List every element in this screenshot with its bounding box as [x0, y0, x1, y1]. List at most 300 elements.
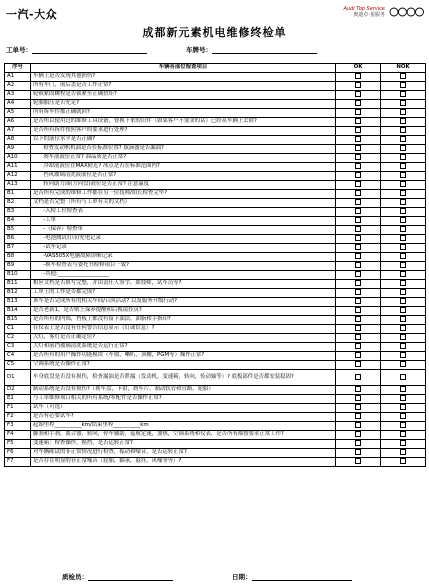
service-brand: [344, 6, 385, 18]
ok-cell: [336, 82, 381, 91]
table-row: [5, 91, 426, 100]
inspector-field: [62, 572, 173, 581]
nok-checkbox[interactable]: [400, 431, 406, 437]
ok-checkbox[interactable]: [355, 91, 361, 97]
nok-checkbox[interactable]: [400, 181, 406, 187]
ok-checkbox[interactable]: [355, 449, 361, 455]
ok-checkbox[interactable]: [355, 154, 361, 160]
nok-checkbox[interactable]: [400, 118, 406, 124]
inspector-label: 质检员：: [62, 573, 88, 581]
date-input[interactable]: [252, 574, 352, 581]
table-row: [5, 217, 426, 226]
row-number: B3: [5, 208, 31, 217]
nok-cell: [381, 136, 426, 145]
ok-cell: [336, 395, 381, 404]
ok-checkbox[interactable]: [355, 190, 361, 196]
row-number: C1: [5, 325, 31, 334]
nok-cell: [381, 235, 426, 244]
nok-cell: [381, 334, 426, 343]
table-row: [5, 334, 426, 343]
ok-checkbox[interactable]: [355, 325, 361, 331]
ok-checkbox[interactable]: [355, 431, 361, 437]
table-row: [5, 298, 426, 307]
nok-checkbox[interactable]: [400, 352, 406, 358]
nok-checkbox[interactable]: [400, 316, 406, 322]
row-number: F6: [5, 449, 31, 458]
table-row: [5, 271, 426, 280]
row-number: B2: [5, 199, 31, 208]
nok-cell: [381, 181, 426, 190]
ok-checkbox[interactable]: [355, 109, 361, 115]
row-number: B13: [5, 298, 31, 307]
date-field: [232, 572, 352, 581]
nok-cell: [381, 109, 426, 118]
nok-cell: [381, 262, 426, 271]
row-number: B11: [5, 280, 31, 289]
nok-cell: [381, 154, 426, 163]
nok-checkbox[interactable]: [400, 235, 406, 241]
nok-checkbox[interactable]: [400, 226, 406, 232]
ok-checkbox[interactable]: [355, 280, 361, 286]
nok-checkbox[interactable]: [400, 208, 406, 214]
ok-cell: [336, 413, 381, 422]
col-header-no: 序号: [5, 64, 31, 73]
table-row: [5, 386, 426, 395]
ok-cell: [336, 334, 381, 343]
ok-checkbox[interactable]: [355, 334, 361, 340]
nok-checkbox[interactable]: [400, 343, 406, 349]
nok-checkbox[interactable]: [400, 395, 406, 401]
ok-cell: [336, 136, 381, 145]
row-item-text: 大灯和前挡玻璃清洗系统是否运行正常?: [31, 343, 336, 352]
ok-checkbox[interactable]: [355, 217, 361, 223]
row-item-text: -入检工位检查表: [31, 208, 336, 217]
ok-cell: [336, 127, 381, 136]
nok-checkbox[interactable]: [400, 91, 406, 97]
nok-checkbox[interactable]: [400, 82, 406, 88]
ok-cell: [336, 352, 381, 361]
table-row: [5, 145, 426, 154]
col-header-nok: NOK: [381, 64, 426, 73]
table-row: [5, 413, 426, 422]
ok-checkbox[interactable]: [355, 395, 361, 401]
ok-cell: [336, 440, 381, 449]
row-number: F7: [5, 458, 31, 467]
nok-checkbox[interactable]: [400, 109, 406, 115]
ok-cell: [336, 172, 381, 181]
table-row: [5, 440, 426, 449]
nok-cell: [381, 100, 426, 109]
table-row: [5, 82, 426, 91]
row-item-text: 该车是否完成所有的相关车间/召回活动? 以及服务升级行动?: [31, 298, 336, 307]
ok-cell: [336, 226, 381, 235]
nok-checkbox[interactable]: [400, 145, 406, 151]
nok-checkbox[interactable]: [400, 262, 406, 268]
row-number: A10: [5, 154, 31, 163]
row-item-text: 试车（可选）: [31, 404, 336, 413]
nok-checkbox[interactable]: [400, 136, 406, 142]
table-row: [5, 100, 426, 109]
nok-checkbox[interactable]: [400, 199, 406, 205]
row-item-text: -其他:___________________: [31, 271, 336, 280]
table-row: [5, 244, 426, 253]
row-item-text: 以下的液位水平是否正确?: [31, 136, 336, 145]
ok-checkbox[interactable]: [355, 73, 361, 79]
row-item-text: 是否存在明显的非正常噪音（轮胎，轴承，悬挂，风噪等等）?: [31, 458, 336, 467]
row-number: A8: [5, 136, 31, 145]
table-row: [5, 307, 426, 316]
nok-checkbox[interactable]: [400, 386, 406, 392]
row-number: B1: [5, 190, 31, 199]
ok-checkbox[interactable]: [355, 262, 361, 268]
ok-checkbox[interactable]: [355, 127, 361, 133]
row-item-text: 是否有必要试车?: [31, 413, 336, 422]
ok-checkbox[interactable]: [355, 100, 361, 106]
nok-checkbox[interactable]: [400, 172, 406, 178]
col-header-ok: OK: [336, 64, 381, 73]
table-row: [5, 253, 426, 262]
table-row: [5, 289, 426, 298]
nok-cell: [381, 208, 426, 217]
nok-cell: [381, 298, 426, 307]
work-order-label: 工单号：: [6, 46, 32, 54]
nok-cell: [381, 343, 426, 352]
table-row: [5, 325, 426, 334]
ok-cell: [336, 109, 381, 118]
nok-checkbox[interactable]: [400, 307, 406, 313]
nok-checkbox[interactable]: [400, 449, 406, 455]
ok-checkbox[interactable]: [355, 440, 361, 446]
row-number: F5: [5, 440, 31, 449]
header-bar: [0, 0, 429, 22]
table-row: [5, 458, 426, 467]
ok-checkbox[interactable]: [355, 118, 361, 124]
nok-checkbox[interactable]: [400, 127, 406, 133]
nok-cell: [381, 280, 426, 289]
nok-checkbox[interactable]: [400, 334, 406, 340]
ok-checkbox[interactable]: [355, 136, 361, 142]
row-number: F4: [5, 431, 31, 440]
nok-checkbox[interactable]: [400, 361, 406, 367]
ok-cell: [336, 262, 381, 271]
inspector-input[interactable]: [88, 574, 173, 581]
table-row: [5, 118, 426, 127]
row-item-text: 是否所以使用过的维修工具设备，替换下来的旧件（如果客户不要求的话）已经从车辆上去除?: [31, 118, 336, 127]
service-brand-line2: 奥迪卓·悦服务: [353, 12, 385, 18]
nok-cell: [381, 172, 426, 181]
ok-checkbox[interactable]: [355, 343, 361, 349]
work-order-input[interactable]: [32, 47, 147, 54]
row-number: C3: [5, 343, 31, 352]
row-item-text: 是否所有的内饰，挡板上都没有留下油渍，油脂和手指印?: [31, 316, 336, 325]
nok-cell: [381, 395, 426, 404]
row-item-text: 检查发动机机油是否在标准位置? 拔滴器是否漏油?: [31, 145, 336, 154]
nok-cell: [381, 163, 426, 172]
row-number: B4: [5, 217, 31, 226]
nok-cell: [381, 217, 426, 226]
nok-cell: [381, 289, 426, 298]
page-title: 成都新元素机电维修终检单: [142, 26, 287, 39]
ok-cell: [336, 118, 381, 127]
row-item-text: 起始里程__________km/结束里程__________km: [31, 422, 336, 431]
ok-checkbox[interactable]: [355, 244, 361, 250]
table-row: [5, 395, 426, 404]
nok-cell: [381, 386, 426, 395]
ok-cell: [336, 280, 381, 289]
row-number: A5: [5, 109, 31, 118]
row-number: C4: [5, 352, 31, 361]
ok-cell: [336, 199, 381, 208]
table-body: [5, 73, 426, 467]
ok-checkbox[interactable]: [355, 458, 361, 464]
ok-checkbox[interactable]: [355, 413, 361, 419]
table-row: [5, 431, 426, 440]
row-number: B15: [5, 316, 31, 325]
ok-checkbox[interactable]: [355, 361, 361, 367]
ok-checkbox[interactable]: [355, 163, 361, 169]
table-row: [5, 163, 426, 172]
nok-cell: [381, 413, 426, 422]
nok-cell: [381, 145, 426, 154]
nok-checkbox[interactable]: [400, 289, 406, 295]
table-row: [5, 181, 426, 190]
ok-cell: [336, 145, 381, 154]
row-number: F1: [5, 404, 31, 413]
table-row: [5, 226, 426, 235]
row-item-text: 车身底盘是否没有损伤，检查漏油是否泄漏（发动机，变速箱，转向，传动轴等）? 底板部件是否都安装稳固?: [31, 370, 336, 386]
row-item-text: 变速箱：检查操作，换挡，是否运转正常?: [31, 440, 336, 449]
row-item-text: 在仪表上是否没有任何警告信息显示（灯或信息）?: [31, 325, 336, 334]
nok-cell: [381, 316, 426, 325]
ok-cell: [336, 271, 381, 280]
ok-checkbox[interactable]: [355, 172, 361, 178]
audi-rings-icon: [389, 7, 425, 17]
table-row: [5, 404, 426, 413]
nok-cell: [381, 422, 426, 431]
row-item-text: 刹车液液位正常? 油品质是否正常?: [31, 154, 336, 163]
row-number: A7: [5, 127, 31, 136]
ok-cell: [336, 343, 381, 352]
service-brand-line1: Audi Top Service: [343, 6, 385, 12]
ok-checkbox[interactable]: [355, 253, 361, 259]
ok-cell: [336, 163, 381, 172]
ok-checkbox[interactable]: [355, 235, 361, 241]
row-number: A11: [5, 163, 31, 172]
table-row: [5, 449, 426, 458]
ok-cell: [336, 154, 381, 163]
row-number: B10: [5, 271, 31, 280]
nok-checkbox[interactable]: [400, 100, 406, 106]
row-number: D1: [5, 370, 31, 386]
row-item-text: 制动系统是否没有损伤?（刹车盘，卡钳，刹车片，制动软管和管路，轮胎）: [31, 386, 336, 395]
row-number: B5: [5, 226, 31, 235]
row-item-text: 所有车门，前后盖是否工作正常?: [31, 82, 336, 91]
date-label: 日期：: [232, 573, 252, 581]
table-row: [5, 154, 426, 163]
ok-checkbox[interactable]: [355, 298, 361, 304]
row-item-text: 相应文档是否填写完整，并由责任人签字，如技师，试车员等?: [31, 280, 336, 289]
ok-checkbox[interactable]: [355, 422, 361, 428]
ok-cell: [336, 325, 381, 334]
table-row: [5, 136, 426, 145]
ok-checkbox[interactable]: [355, 181, 361, 187]
row-number: B7: [5, 244, 31, 253]
row-number: B9: [5, 262, 31, 271]
plate-input[interactable]: [212, 47, 317, 54]
ok-cell: [336, 458, 381, 467]
row-number: B14: [5, 307, 31, 316]
ok-checkbox[interactable]: [355, 374, 361, 380]
ok-checkbox[interactable]: [355, 307, 361, 313]
row-number: A13: [5, 181, 31, 190]
row-number: A6: [5, 118, 31, 127]
row-number: B6: [5, 235, 31, 244]
nok-checkbox[interactable]: [400, 422, 406, 428]
ok-cell: [336, 235, 381, 244]
col-header-item: 车辆各部位检查项目: [31, 64, 336, 73]
nok-cell: [381, 244, 426, 253]
ok-checkbox[interactable]: [355, 226, 361, 232]
table-row: [5, 262, 426, 271]
ok-checkbox[interactable]: [355, 271, 361, 277]
row-item-text: 与工单维修项目相关的所有系统/零配件是否操作正常?: [31, 395, 336, 404]
nok-cell: [381, 73, 426, 82]
ok-checkbox[interactable]: [355, 316, 361, 322]
nok-cell: [381, 404, 426, 413]
table-row: [5, 280, 426, 289]
ok-cell: [336, 190, 381, 199]
row-number: D2: [5, 386, 31, 395]
table-row: [5, 73, 426, 82]
nok-checkbox[interactable]: [400, 244, 406, 250]
row-item-text: 所有拆车件都正确就回?: [31, 109, 336, 118]
table-row: [5, 199, 426, 208]
nok-checkbox[interactable]: [400, 253, 406, 259]
nok-checkbox[interactable]: [400, 73, 406, 79]
row-number: A3: [5, 91, 31, 100]
row-number: B8: [5, 253, 31, 262]
table-row: [5, 352, 426, 361]
nok-checkbox[interactable]: [400, 154, 406, 160]
row-item-text: 是否所有拆件按照客户的要求进行处理?: [31, 127, 336, 136]
table-row: [5, 343, 426, 352]
ok-cell: [336, 404, 381, 413]
nok-cell: [381, 307, 426, 316]
nok-cell: [381, 431, 426, 440]
nok-checkbox[interactable]: [400, 458, 406, 464]
ok-cell: [336, 386, 381, 395]
row-number: A1: [5, 73, 31, 82]
nok-cell: [381, 352, 426, 361]
ok-checkbox[interactable]: [355, 352, 361, 358]
nok-checkbox[interactable]: [400, 190, 406, 196]
row-item-text: 文档是否完整（所有与工单有关的文档）: [31, 199, 336, 208]
table-row: [5, 370, 426, 386]
nok-checkbox[interactable]: [400, 298, 406, 304]
brand-logo-text: 一汽-大众: [6, 8, 58, 21]
ok-cell: [336, 73, 381, 82]
ok-checkbox[interactable]: [355, 145, 361, 151]
ok-cell: [336, 181, 381, 190]
nok-cell: [381, 361, 426, 370]
ok-checkbox[interactable]: [355, 289, 361, 295]
table-row: [5, 361, 426, 370]
nok-cell: [381, 271, 426, 280]
nok-cell: [381, 253, 426, 262]
row-number: C5: [5, 361, 31, 370]
ok-checkbox[interactable]: [355, 208, 361, 214]
ok-cell: [336, 91, 381, 100]
row-number: F2: [5, 413, 31, 422]
nok-cell: [381, 370, 426, 386]
ok-cell: [336, 316, 381, 325]
nok-cell: [381, 199, 426, 208]
ok-cell: [336, 431, 381, 440]
nok-cell: [381, 127, 426, 136]
table-row: [5, 190, 426, 199]
row-item-text: 轮毂紧固螺栓是否锁紧至正确扭矩?: [31, 91, 336, 100]
nok-checkbox[interactable]: [400, 217, 406, 223]
table-row: [5, 109, 426, 118]
nok-checkbox[interactable]: [400, 440, 406, 446]
ok-checkbox[interactable]: [355, 404, 361, 410]
table-row: [5, 316, 426, 325]
table-header-row: [5, 64, 426, 73]
row-item-text: 挡风玻璃清洗液液位是否正常?: [31, 172, 336, 181]
nok-checkbox[interactable]: [400, 404, 406, 410]
ok-cell: [336, 361, 381, 370]
row-item-text: 转向助力油(方向盘)液位是否正常? 注意温度: [31, 181, 336, 190]
nok-cell: [381, 325, 426, 334]
table-row: [5, 235, 426, 244]
row-number: C2: [5, 334, 31, 343]
row-item-text: 大灯，雾灯是否正确定位?: [31, 334, 336, 343]
ok-checkbox[interactable]: [355, 386, 361, 392]
nok-checkbox[interactable]: [400, 271, 406, 277]
table-row: [5, 172, 426, 181]
row-item-text: -电池测试打印/充电记录: [31, 235, 336, 244]
nok-checkbox[interactable]: [400, 325, 406, 331]
row-number: F3: [5, 422, 31, 431]
row-item-text: 是否所有的用户操作功能模块（车窗，喇叭，顶棚，PGM等）操作正常?: [31, 352, 336, 361]
inspection-table: [4, 63, 426, 467]
nok-checkbox[interactable]: [400, 280, 406, 286]
row-number: A4: [5, 100, 31, 109]
row-item-text: -（保养）检查单: [31, 226, 336, 235]
ok-cell: [336, 307, 381, 316]
table-row: [5, 422, 426, 431]
nok-checkbox[interactable]: [400, 163, 406, 169]
nok-cell: [381, 91, 426, 100]
nok-checkbox[interactable]: [400, 413, 406, 419]
row-item-text: 冷却液液位在MAX附近? 冰点是否在标准范围内?: [31, 163, 336, 172]
ok-checkbox[interactable]: [355, 82, 361, 88]
ok-checkbox[interactable]: [355, 199, 361, 205]
nok-cell: [381, 226, 426, 235]
nok-cell: [381, 190, 426, 199]
row-item-text: 车辆上是否发现其他损伤?: [31, 73, 336, 82]
row-number: A12: [5, 172, 31, 181]
ok-cell: [336, 422, 381, 431]
nok-cell: [381, 458, 426, 467]
nok-checkbox[interactable]: [400, 374, 406, 380]
nok-cell: [381, 118, 426, 127]
plate-field: [186, 45, 317, 54]
ok-cell: [336, 208, 381, 217]
nok-cell: [381, 82, 426, 91]
row-number: A9: [5, 145, 31, 154]
row-item-text: 是否老新1，是否贴上保养提醒和后视镜挂页?: [31, 307, 336, 316]
